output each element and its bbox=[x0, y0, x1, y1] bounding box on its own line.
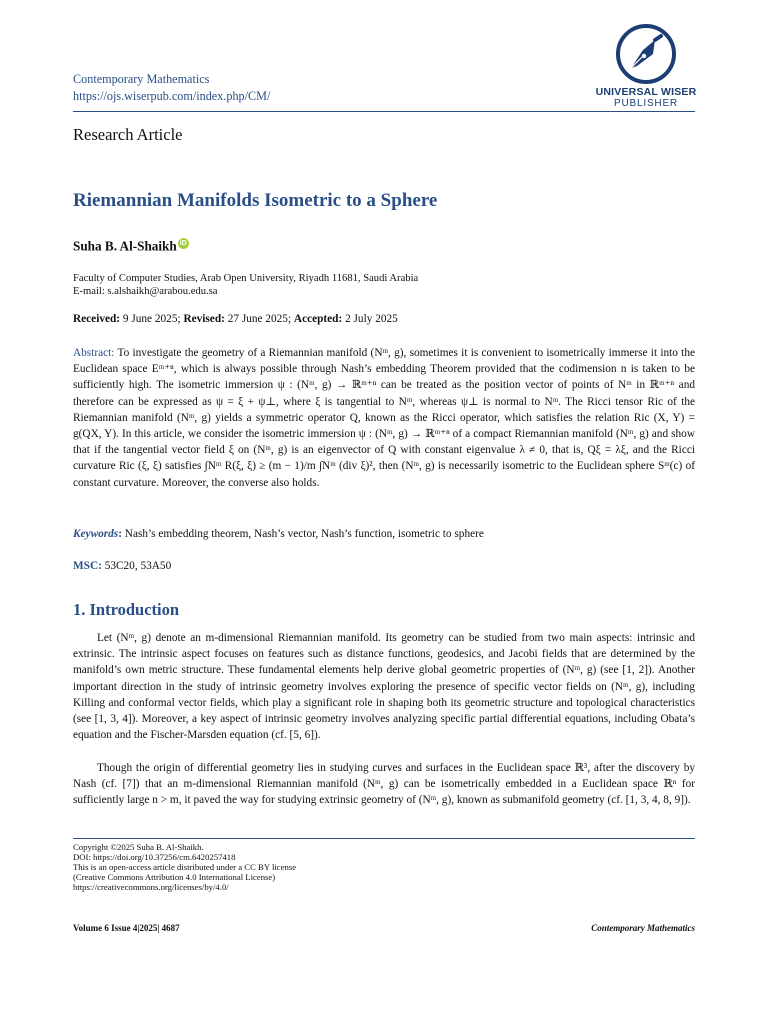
msc-label: MSC: bbox=[73, 560, 102, 572]
keywords-label: Keywords bbox=[73, 528, 119, 540]
msc bbox=[73, 558, 695, 574]
footer-rule bbox=[73, 838, 695, 839]
abstract bbox=[73, 345, 695, 491]
publisher-logo bbox=[591, 24, 701, 109]
keywords: Keywords: Nash’s embedding theorem, Nash’s vector, Nash’s function, isometric to sphere bbox=[73, 528, 484, 540]
received-label: Received: bbox=[73, 313, 121, 325]
publisher-name-line2: PUBLISHER bbox=[614, 98, 678, 109]
intro-paragraph-1 bbox=[73, 630, 695, 743]
license-line-1: This is an open-access article distributed under a CC BY license bbox=[73, 862, 297, 872]
footer-license bbox=[73, 842, 296, 892]
pen-nib-icon bbox=[613, 24, 679, 84]
abstract-text: To investigate the geometry of a Riemannian manifold (Nᵐ, g), sometimes it is convenient to isometrically immerse it into the Euclidean space Eᵐ⁺ⁿ, which is always possible through Nash’s embedding Theorem provided that the codimension n is taken to be sufficiently high. The isometric immersion ψ : (Nᵐ, g) → ℝᵐ⁺ⁿ can be treated as the position vector of points of Nᵐ in ℝᵐ⁺ⁿ and therefore can be expressed as ψ = ξ + ψ⊥, where ξ is tangential to Nᵐ, whereas ψ⊥ is normal to Nᵐ. The Ricci tensor Ric of the Riemannian manifold (Nᵐ, g) yields a symmetric operator Q, known as the Ricci operator, which satisfies the relation Ric (X, Y) = g(QX, Y). In this article, we consider the isometric immersion ψ : (Nᵐ, g) → ℝᵐ⁺ⁿ of a compact Riemannian manifold (Nᵐ, g) and show that if the tangential vector field ξ on (Nᵐ, g) is an eigenvector of Q with constant eigenvalue λ ≠ 0, that is, Qξ = λξ, and the Ricci curvature Ric (ξ, ξ) satisfies ∫Nᵐ R(ξ, ξ) ≥ (m − 1)/m ∫Nᵐ (div ξ)², then (Nᵐ, g) is necessarily isometric to the Euclidean sphere Sᵐ(c) of constant curvature. Moreover, the converse also holds. bbox=[73, 347, 695, 489]
article-title: Riemannian Manifolds Isometric to a Sphere bbox=[73, 190, 438, 211]
orcid-icon[interactable]: iD bbox=[179, 240, 187, 247]
header-rule bbox=[73, 111, 695, 112]
author-name: Suha B. Al-Shaikh bbox=[73, 238, 177, 254]
article-type: Research Article bbox=[73, 125, 183, 144]
accepted-date: 2 July 2025 bbox=[345, 313, 398, 325]
revised-date: 27 June 2025; bbox=[227, 313, 292, 325]
license-url[interactable]: https://creativecommons.org/licenses/by/4.0/ bbox=[73, 882, 229, 892]
volume-info: Volume 6 Issue 4|2025| 4687 bbox=[73, 923, 180, 933]
keywords-text: Nash’s embedding theorem, Nash’s vector, Nash’s function, isometric to sphere bbox=[124, 528, 484, 540]
author-block bbox=[73, 238, 189, 254]
received-date: 9 June 2025; bbox=[122, 313, 181, 325]
publisher-name-line1: UNIVERSAL WISER bbox=[595, 86, 697, 98]
intro-paragraph-1-text: Let (Nᵐ, g) denote an m-dimensional Riemannian manifold. Its geometry can be studied from two main aspects: intrinsic and extrinsic. The intrinsic aspect focuses on features such as distance functions, geodesics, and Jacobi fields that are determined by the manifold’s own metric structure. These fundamental elements help derive global geometric properties of (Nᵐ, g) (see [1, 2]). Another important direction in the study of intrinsic geometry involves exploring the presence of specific vector fields on (Nᵐ, g), including Killing and conformal vector fields, which play a significant role in shaping both its geometric structure and topological characteristics (see [1, 3, 4]). Moreover, a key aspect of intrinsic geometry involves analyzing specific partial differential equations, including Obata’s equation and the Fischer-Marsden equation (cf. [5, 6]). bbox=[73, 632, 695, 742]
article-dates bbox=[73, 313, 398, 325]
abstract-label: Abstract: bbox=[73, 347, 115, 359]
revised-label: Revised: bbox=[183, 313, 225, 325]
doi[interactable]: DOI: https://doi.org/10.37256/cm.6420257418 bbox=[73, 852, 236, 862]
journal-url[interactable]: https://ojs.wiserpub.com/index.php/CM/ bbox=[73, 89, 271, 103]
msc-codes: 53C20, 53A50 bbox=[104, 560, 172, 572]
license-line-2: (Creative Commons Attribution 4.0 International License) bbox=[73, 872, 276, 882]
intro-paragraph-2 bbox=[73, 760, 695, 809]
affiliation: Faculty of Computer Studies, Arab Open University, Riyadh 11681, Saudi Arabia bbox=[73, 273, 419, 284]
section-heading-introduction: 1. Introduction bbox=[73, 600, 180, 619]
intro-paragraph-2-text: Though the origin of differential geometry lies in studying curves and surfaces in the Euclidean space ℝ³, after the discovery by Nash (cf. [7]) that an m-dimensional Riemannian manifold (Nᵐ, g) can be isometrically embedded in a Euclidean space ℝⁿ for sufficiently large n > m, it paved the way for studying extrinsic geometry of (Nᵐ, g), known as submanifold geometry (cf. [1, 3, 4, 8, 9]). bbox=[73, 762, 695, 807]
journal-header bbox=[73, 71, 270, 105]
journal-footer: Contemporary Mathematics bbox=[591, 923, 695, 933]
copyright: Copyright ©2025 Suha B. Al-Shaikh. bbox=[73, 842, 204, 852]
journal-name[interactable]: Contemporary Mathematics bbox=[73, 72, 210, 86]
email[interactable]: E-mail: s.alshaikh@arabou.edu.sa bbox=[73, 286, 218, 297]
affiliation-block bbox=[73, 272, 418, 298]
accepted-label: Accepted: bbox=[293, 313, 343, 325]
